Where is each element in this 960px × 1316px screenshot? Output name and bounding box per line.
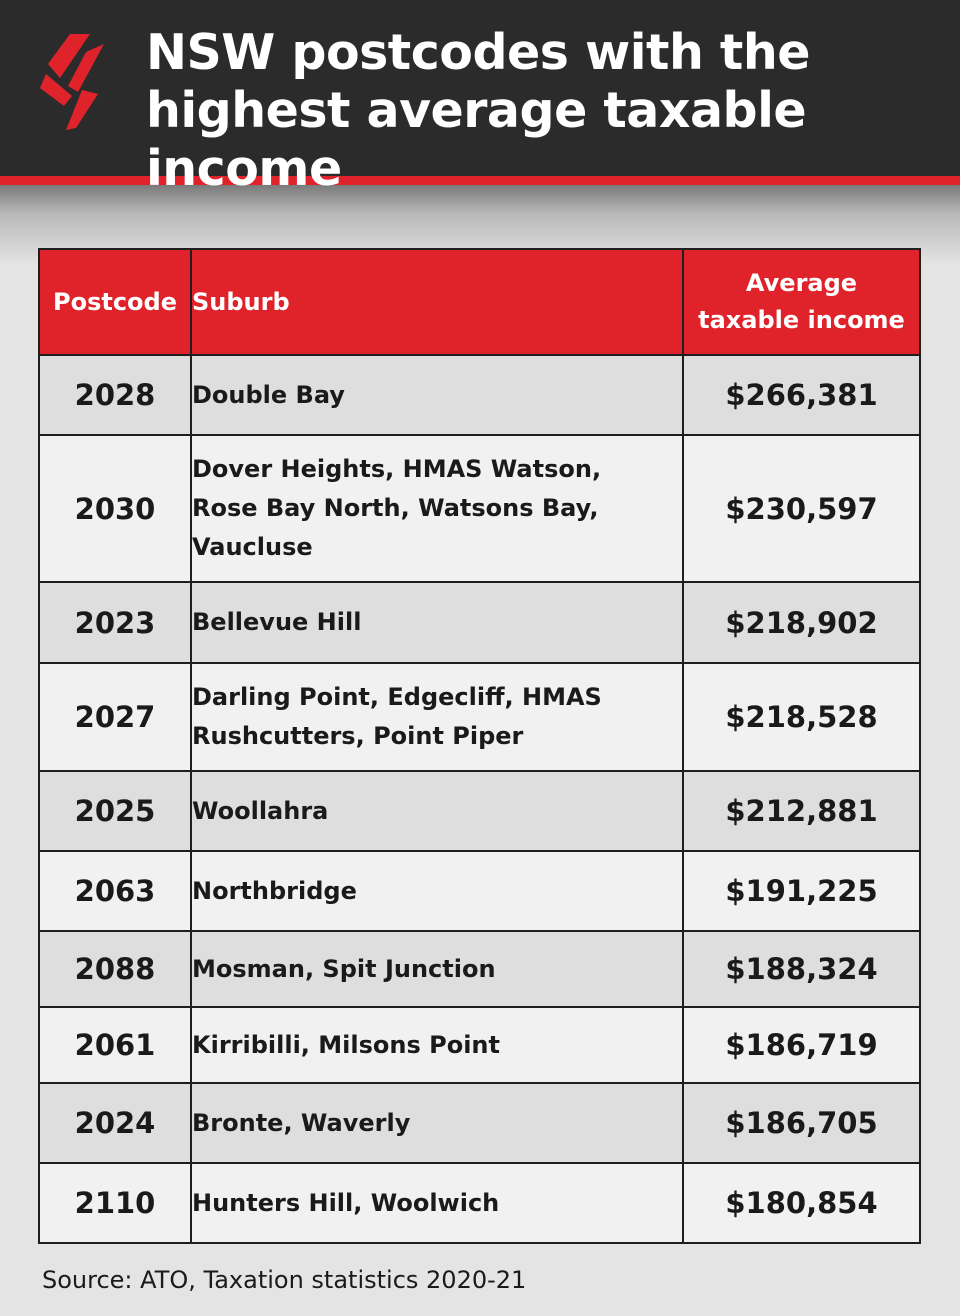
table-header-row xyxy=(39,249,920,355)
postcode-cell: 2088 xyxy=(39,931,191,1007)
suburb-cell xyxy=(191,851,683,931)
income-cell: $191,225 xyxy=(683,851,920,931)
suburb-cell xyxy=(191,931,683,1007)
suburb-cell xyxy=(191,1007,683,1083)
income-cell: $218,902 xyxy=(683,582,920,663)
income-cell: $188,324 xyxy=(683,931,920,1007)
suburb-line: Rose Bay North, Watsons Bay, xyxy=(192,494,599,522)
suburb-line: Dover Heights, HMAS Watson, xyxy=(192,455,602,483)
suburb-line: Vaucluse xyxy=(192,533,313,561)
suburb-line: Double Bay xyxy=(192,380,345,409)
suburb-line: Mosman, Spit Junction xyxy=(192,954,496,983)
page-title xyxy=(146,24,946,198)
column-header-income-line-1: Average xyxy=(745,269,858,297)
title-line-1: NSW postcodes with the xyxy=(146,24,810,81)
table-row xyxy=(39,355,920,435)
postcode-cell: 2027 xyxy=(39,663,191,771)
suburb-line: Bronte, Waverly xyxy=(192,1108,411,1137)
suburb-cell xyxy=(191,1083,683,1163)
income-cell: $186,705 xyxy=(683,1083,920,1163)
title-line-2: highest average taxable income xyxy=(146,82,807,197)
table-row xyxy=(39,931,920,1007)
table-row xyxy=(39,1083,920,1163)
column-header-income-line-2: taxable income xyxy=(698,306,905,334)
postcode-cell: 2061 xyxy=(39,1007,191,1083)
income-cell: $186,719 xyxy=(683,1007,920,1083)
table-row xyxy=(39,1163,920,1243)
postcode-cell: 2110 xyxy=(39,1163,191,1243)
income-cell: $230,597 xyxy=(683,435,920,582)
suburb-line: Darling Point, Edgecliff, HMAS xyxy=(192,683,602,711)
postcode-cell: 2024 xyxy=(39,1083,191,1163)
suburb-line: Kirribilli, Milsons Point xyxy=(192,1030,500,1059)
suburb-line: Bellevue Hill xyxy=(192,608,362,636)
table-row xyxy=(39,851,920,931)
suburb-cell xyxy=(191,435,683,582)
column-header-suburb: Suburb xyxy=(191,249,683,355)
column-header-income xyxy=(683,249,920,355)
column-header-postcode: Postcode xyxy=(39,249,191,355)
postcode-cell: 2030 xyxy=(39,435,191,582)
postcode-cell: 2063 xyxy=(39,851,191,931)
postcode-cell: 2025 xyxy=(39,771,191,851)
table-body xyxy=(39,355,920,1243)
suburb-line: Hunters Hill, Woolwich xyxy=(192,1188,500,1217)
income-cell: $180,854 xyxy=(683,1163,920,1243)
suburb-cell xyxy=(191,663,683,771)
suburb-cell xyxy=(191,355,683,435)
table-row xyxy=(39,1007,920,1083)
income-table xyxy=(38,248,921,1244)
suburb-line: Northbridge xyxy=(192,876,357,905)
source-note: Source: ATO, Taxation statistics 2020-21 xyxy=(42,1266,527,1294)
suburb-cell xyxy=(191,582,683,663)
table-row xyxy=(39,771,920,851)
suburb-line: Woollahra xyxy=(192,796,329,825)
sbs-logo-icon xyxy=(38,34,110,134)
postcode-cell: 2028 xyxy=(39,355,191,435)
suburb-cell xyxy=(191,771,683,851)
table-row xyxy=(39,435,920,582)
table-row xyxy=(39,663,920,771)
income-cell: $212,881 xyxy=(683,771,920,851)
income-cell: $266,381 xyxy=(683,355,920,435)
suburb-line: Rushcutters, Point Piper xyxy=(192,722,524,750)
postcode-cell: 2023 xyxy=(39,582,191,663)
suburb-cell xyxy=(191,1163,683,1243)
table-row xyxy=(39,582,920,663)
income-cell: $218,528 xyxy=(683,663,920,771)
